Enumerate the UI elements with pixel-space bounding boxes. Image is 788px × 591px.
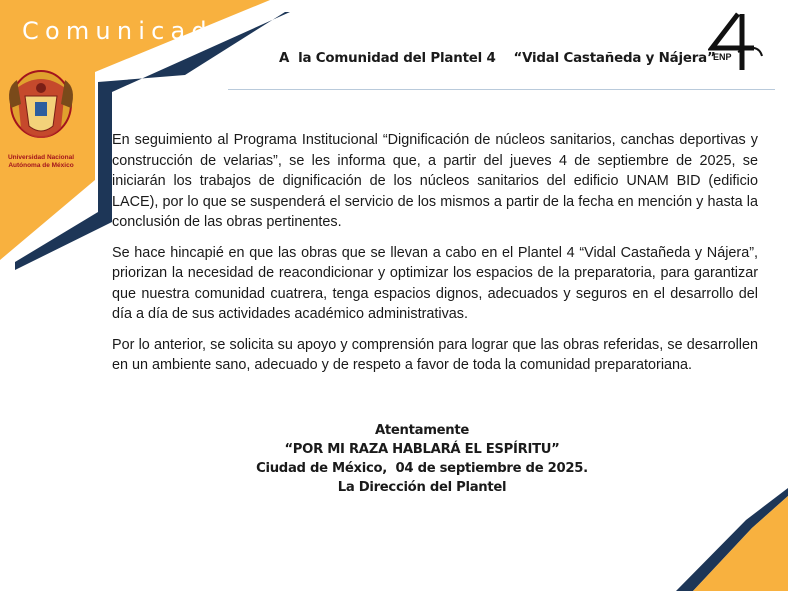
- signoff-block: [112, 421, 732, 497]
- signoff-place-date: Ciudad de México, 04 de septiembre de 2025.: [256, 461, 588, 476]
- crest-caption: Universidad Nacional Autónoma de México: [7, 154, 75, 169]
- letter-body: [112, 130, 758, 386]
- signoff-closing: Atentamente: [374, 423, 470, 438]
- signoff-signer: La Dirección del Plantel: [337, 480, 507, 495]
- page-title: A la Comunidad del Plantel 4 “Vidal Castañeda y Nájera”: [279, 51, 716, 66]
- paragraph-3: Por lo anterior, se solicita su apoyo y comprensión para lograr que las obras referidas, se desarrollen en un ambiente sano, adecuado y de respeto a favor de toda la comunidad preparatoriana.: [112, 336, 758, 373]
- signoff-motto: “POR MI RAZA HABLARÁ EL ESPÍRITU”: [284, 442, 560, 457]
- corner-title: Comunicado: [22, 17, 234, 45]
- bottom-right-orange-shape: [693, 496, 788, 591]
- enp-logo-text: ENP: [713, 52, 732, 62]
- paragraph-2: Se hace hincapié en que las obras que se llevan a cabo en el Plantel 4 “Vidal Castañeda y Nájera”, priorizan la necesidad de reacondicionar y optimizar los espacios de la preparatoria, para garantizar que nuestra comunidad cuatrera, tenga espacios dignos, adecuados y seguros en el desarrollo del día a día de sus actividades académico administrativas.: [112, 244, 758, 322]
- header-divider: [228, 89, 775, 90]
- paragraph-1: En seguimiento al Programa Institucional “Dignificación de núcleos sanitarios, canchas deportivas y construcción de velarias”, se les informa que, a partir del jueves 4 de septiembre de 2025, se iniciarán los trabajos de dignificación de los núcleos sanitarios del edificio UNAM BID (edificio LACE), por lo que se suspenderá el servicio de los mismos a partir de la fecha en mención y hasta la conclusión de las obras pertinentes.: [112, 132, 758, 230]
- enp-4-logo: [708, 12, 766, 72]
